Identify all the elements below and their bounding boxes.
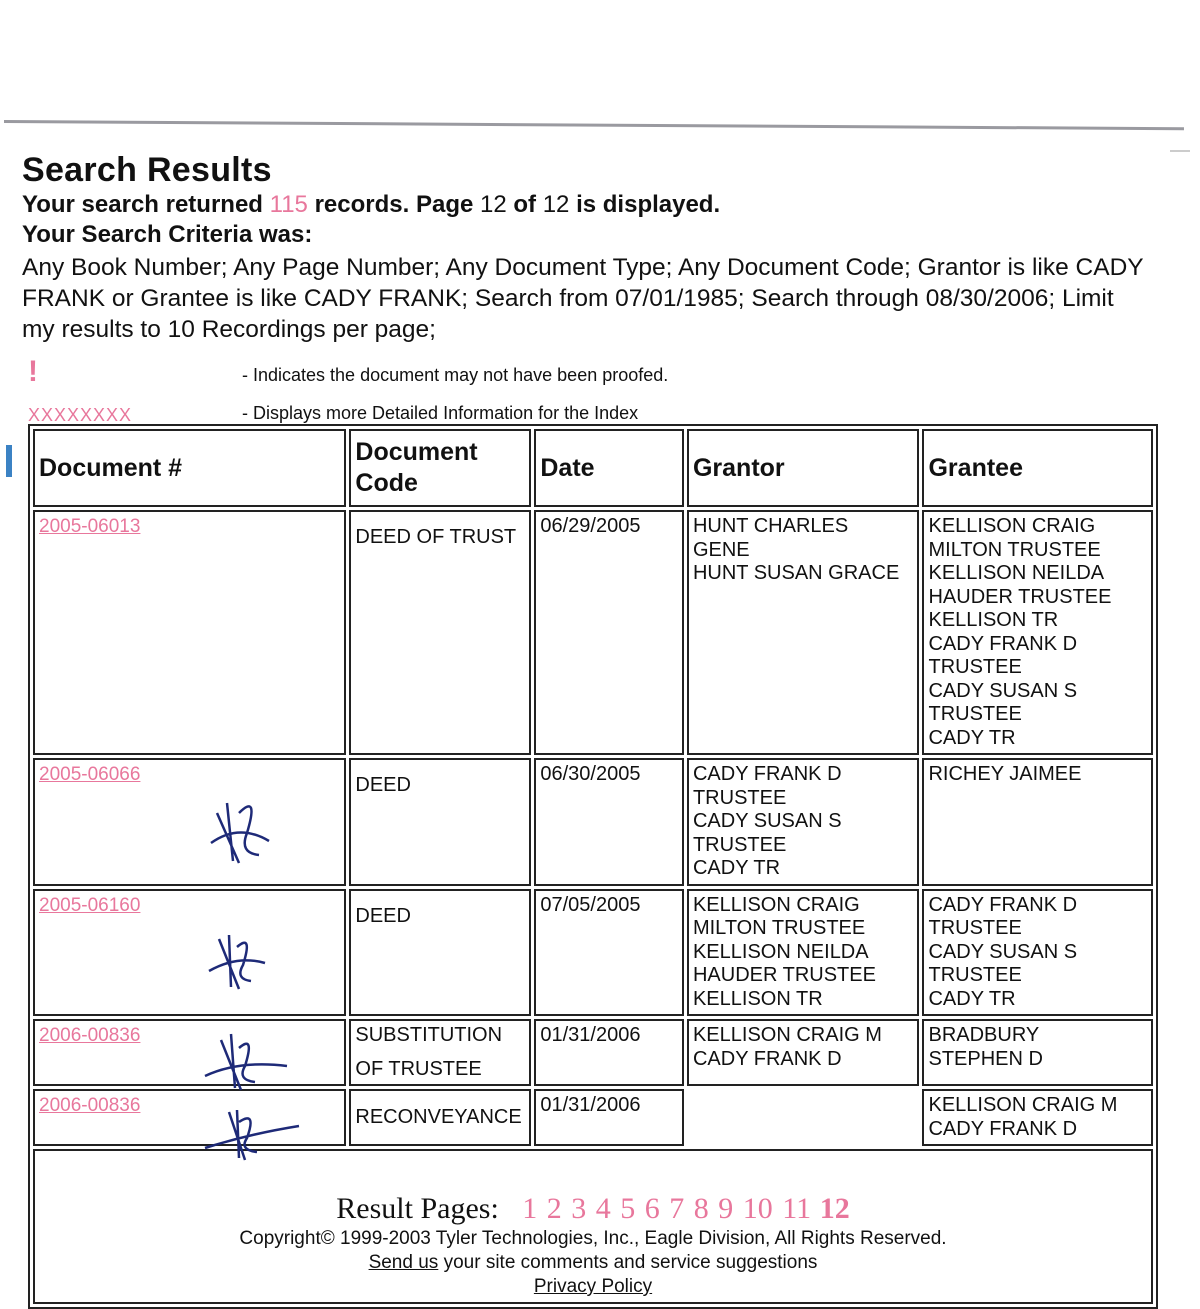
page-link[interactable]: 4: [595, 1192, 611, 1225]
legend-not-proofed: [22, 355, 1022, 393]
grantor-cell: CADY FRANK D TRUSTEE CADY SUSAN S TRUSTEE CADY TR: [687, 758, 920, 886]
date-cell: 06/30/2005: [534, 758, 684, 886]
grantee-cell: KELLISON CRAIG MILTON TRUSTEE KELLISON NEILDA HAUDER TRUSTEE KELLISON TR CADY FRANK D TRUSTEE CADY SUSAN S TRUSTEE CADY TR: [922, 510, 1153, 755]
handwritten-initials: [199, 1104, 309, 1164]
document-link[interactable]: 2006-00836: [39, 1095, 141, 1116]
page-links: [521, 1192, 849, 1225]
table-row: [33, 510, 1153, 755]
results-table: [28, 424, 1158, 1309]
total-pages-number: 12: [542, 191, 570, 218]
privacy-line: [39, 1275, 1147, 1299]
page-link[interactable]: 7: [669, 1192, 685, 1225]
table-row: [33, 1019, 1153, 1086]
footer-row: [33, 1149, 1153, 1304]
detail-link-sample[interactable]: XXXXXXXX: [28, 405, 133, 425]
not-proofed-icon: !: [28, 355, 38, 388]
page-link[interactable]: 2: [546, 1192, 562, 1225]
page-link[interactable]: 5: [620, 1192, 636, 1225]
grantor-cell: HUNT CHARLES GENE HUNT SUSAN GRACE: [687, 510, 920, 755]
doc-cell: [33, 1019, 346, 1086]
doc-cell: [33, 510, 346, 755]
grantee-cell: KELLISON CRAIG M CADY FRANK D: [922, 1089, 1153, 1146]
privacy-policy-link[interactable]: Privacy Policy: [533, 1276, 653, 1297]
send-us-link[interactable]: Send us: [368, 1252, 439, 1273]
current-page: 12: [819, 1192, 850, 1225]
doc-cell: [33, 1089, 346, 1146]
grantor-cell: [687, 1089, 920, 1146]
code-cell: SUBSTITUTION OF TRUSTEE: [349, 1019, 531, 1086]
table-header-row: [33, 429, 1153, 507]
code-cell: RECONVEYANCE: [349, 1089, 531, 1146]
page-link[interactable]: 9: [718, 1192, 734, 1225]
doc-cell: [33, 889, 346, 1017]
page-link[interactable]: 3: [571, 1192, 587, 1225]
date-cell: 07/05/2005: [534, 889, 684, 1017]
page-link[interactable]: 8: [693, 1192, 709, 1225]
document-link[interactable]: 2005-06160: [39, 894, 141, 916]
col-document-code: Document Code: [349, 429, 531, 507]
detail-text: - Displays more Detailed Information for the Index: [242, 403, 639, 423]
result-pages-label: Result Pages:: [336, 1192, 499, 1225]
col-grantee: Grantee: [922, 429, 1153, 507]
grantee-cell: RICHEY JAIMEE: [922, 758, 1153, 886]
feedback-line: Send us your site comments and service suggestions: [368, 1252, 818, 1273]
code-cell: DEED: [349, 758, 531, 886]
paper-edge-mark: [1170, 150, 1190, 152]
result-summary: Your search returned 115 records. Page 12 of 12 is displayed.: [22, 191, 721, 218]
date-cell: 06/29/2005: [534, 510, 684, 755]
handwritten-initials: [201, 927, 281, 997]
date-cell: 01/31/2006: [534, 1019, 684, 1086]
date-cell: 01/31/2006: [534, 1089, 684, 1146]
handwritten-initials: [199, 1030, 299, 1096]
criteria-label: Your Search Criteria was:: [22, 221, 313, 248]
page-link[interactable]: 1: [522, 1192, 538, 1225]
handwritten-initials: [199, 793, 289, 873]
grantor-cell: KELLISON CRAIG MILTON TRUSTEE KELLISON NEILDA HAUDER TRUSTEE KELLISON TR: [687, 889, 920, 1017]
criteria-text: Any Book Number; Any Page Number; Any Document Type; Any Document Code; Grantor is like CADY FRANK or Grantee is like CADY FRANK; Search from 07/01/1985; Search through 08/30/2006; Limit my results to 10 Recordings per page;: [22, 254, 1144, 343]
page-link[interactable]: 10: [742, 1192, 773, 1225]
document-link[interactable]: 2005-06066: [39, 764, 141, 785]
page-link[interactable]: 6: [644, 1192, 660, 1225]
paper-edge: [4, 120, 1184, 130]
scan-side-mark: [6, 445, 12, 477]
doc-cell: [33, 758, 346, 886]
current-page-number: 12: [480, 191, 507, 218]
results-footer: [33, 1149, 1153, 1304]
document-link[interactable]: 2006-00836: [39, 1025, 141, 1046]
page-title: Search Results: [22, 151, 272, 189]
document-link[interactable]: 2005-06013: [39, 516, 141, 537]
copyright-text: Copyright© 1999-2003 Tyler Technologies, Inc., Eagle Division, All Rights Reserved.: [239, 1228, 947, 1249]
col-document-number: Document #: [33, 429, 346, 507]
result-pages: [39, 1191, 1147, 1227]
results-header: [22, 150, 1162, 439]
code-cell: DEED OF TRUST: [349, 510, 531, 755]
page-link[interactable]: 11: [782, 1192, 812, 1225]
grantee-cell: BRADBURY STEPHEN D: [922, 1019, 1153, 1086]
record-count: 115: [269, 191, 308, 218]
col-grantor: Grantor: [687, 429, 920, 507]
col-date: Date: [534, 429, 684, 507]
table-row: [33, 758, 1153, 886]
table-row: [33, 1089, 1153, 1146]
grantee-cell: CADY FRANK D TRUSTEE CADY SUSAN S TRUSTEE CADY TR: [922, 889, 1153, 1017]
table-row: [33, 889, 1153, 1017]
code-cell: DEED: [349, 889, 531, 1017]
not-proofed-text: - Indicates the document may not have been proofed.: [242, 365, 669, 385]
grantor-cell: KELLISON CRAIG M CADY FRANK D: [687, 1019, 920, 1086]
